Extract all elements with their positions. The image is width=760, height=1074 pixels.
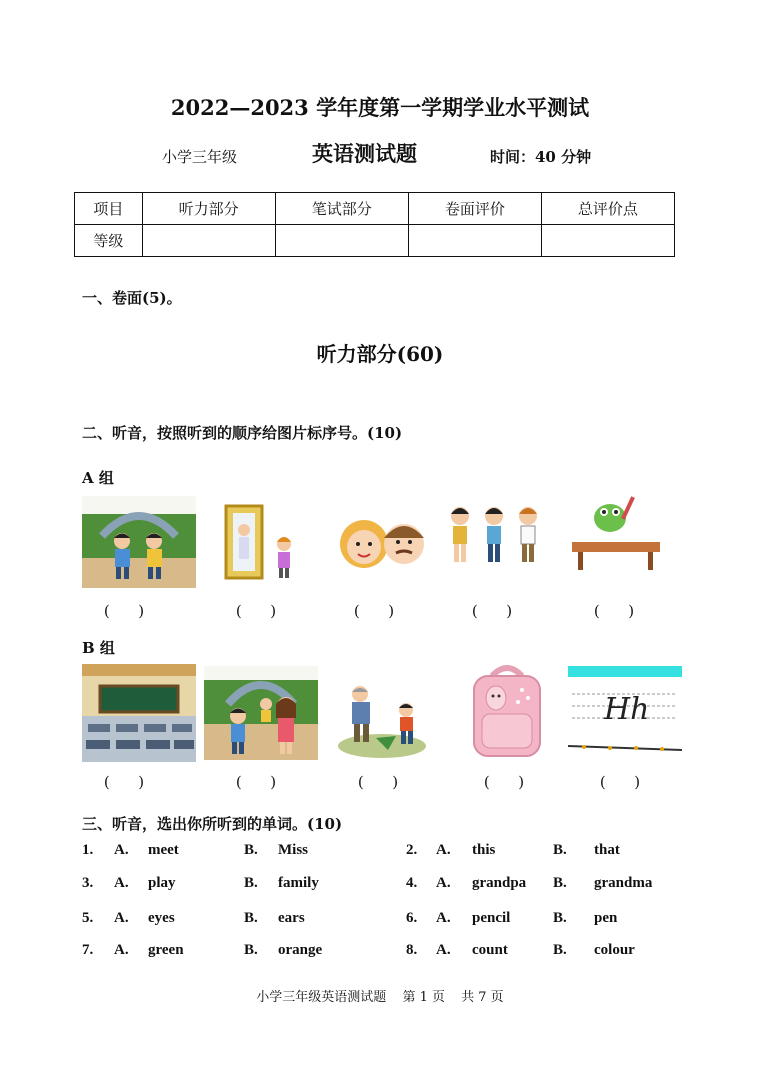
answer-blank-b2[interactable]: ( ) — [235, 773, 277, 791]
option-a-word[interactable]: grandpa — [472, 875, 527, 891]
option-b-word[interactable]: ears — [278, 910, 305, 926]
picture-three-kids — [442, 502, 546, 568]
answer-blank-b3[interactable]: ( ) — [357, 773, 399, 791]
group-a-label: A 组 — [82, 469, 114, 487]
option-a-marker: A. — [114, 942, 129, 958]
answer-blank-b4[interactable]: ( ) — [483, 773, 525, 791]
picture-grandpa-boy-walking — [336, 680, 428, 760]
question-number: 8. — [406, 942, 418, 958]
letter-hh-text: Hh — [604, 692, 650, 727]
score-row-label: 等级 — [75, 225, 143, 257]
answer-blank-b5[interactable]: ( ) — [599, 773, 641, 791]
picture-mother-father-faces — [336, 512, 432, 574]
score-header-total: 总评价点 — [541, 193, 674, 225]
option-b-word[interactable]: that — [594, 842, 620, 858]
option-a-marker: A. — [114, 910, 129, 926]
answer-blank-a1[interactable]: ( ) — [103, 602, 145, 620]
picture-pink-backpack — [462, 662, 552, 760]
option-a-marker: A. — [436, 875, 451, 891]
score-cell-writing[interactable] — [275, 225, 408, 257]
score-header-listening: 听力部分 — [142, 193, 275, 225]
paper-name: 英语测试题 — [312, 141, 417, 166]
option-b-marker: B. — [244, 910, 258, 926]
picture-crocodile-drawing — [570, 492, 662, 572]
option-b-word[interactable]: Miss — [278, 842, 308, 858]
score-table-grade-row — [75, 225, 675, 257]
footer-paper-name: 小学三年级英语测试题 — [256, 990, 387, 1005]
answer-blank-a5[interactable]: ( ) — [593, 602, 635, 620]
option-a-word[interactable]: eyes — [148, 910, 175, 926]
score-table-header-row — [75, 193, 675, 225]
option-b-word[interactable]: grandma — [594, 875, 653, 891]
option-a-marker: A. — [114, 875, 129, 891]
question-number: 2. — [406, 842, 418, 858]
section-1-label: 一、卷面(5)。 — [82, 289, 182, 307]
group-b-label: B 组 — [82, 639, 115, 657]
section-2-label: 二、听音，按照听到的顺序给图片标序号。(10) — [82, 424, 403, 442]
option-b-marker: B. — [553, 910, 567, 926]
option-b-word[interactable]: colour — [594, 942, 635, 958]
footer-page-total: 共 7 页 — [461, 990, 504, 1005]
score-cell-listening[interactable] — [142, 225, 275, 257]
option-a-marker: A. — [114, 842, 129, 858]
answer-blank-a3[interactable]: ( ) — [353, 602, 395, 620]
option-b-marker: B. — [244, 875, 258, 891]
answer-blank-b1[interactable]: ( ) — [103, 773, 145, 791]
picture-mirror-girl — [222, 504, 304, 582]
picture-classroom — [82, 664, 196, 762]
picture-letter-hh-card — [566, 666, 684, 758]
answer-blank-a4[interactable]: ( ) — [471, 602, 513, 620]
question-number: 3. — [82, 875, 94, 891]
option-a-word[interactable]: this — [472, 842, 496, 858]
option-b-marker: B. — [244, 842, 258, 858]
option-b-marker: B. — [553, 875, 567, 891]
score-cell-total[interactable] — [541, 225, 674, 257]
option-a-word[interactable]: green — [148, 942, 184, 958]
option-a-marker: A. — [436, 842, 451, 858]
cyan-bar — [568, 666, 682, 677]
option-a-word[interactable]: count — [472, 942, 508, 958]
option-b-word[interactable]: family — [278, 875, 319, 891]
question-number: 4. — [406, 875, 418, 891]
footer-page-number: 第 1 页 — [402, 990, 445, 1005]
question-number: 5. — [82, 910, 94, 926]
picture-school-gate-boys — [82, 496, 196, 588]
option-a-marker: A. — [436, 910, 451, 926]
question-number: 6. — [406, 910, 418, 926]
listening-heading: 听力部分(60) — [316, 342, 444, 366]
question-number: 7. — [82, 942, 94, 958]
score-header-writing: 笔试部分 — [275, 193, 408, 225]
page-footer — [0, 986, 760, 1005]
time-limit: 时间：40 分钟 — [490, 148, 592, 166]
score-header-neatness: 卷面评价 — [408, 193, 541, 225]
section-3-label: 三、听音，选出你所听到的单词。(10) — [82, 815, 343, 833]
option-a-word[interactable]: play — [148, 875, 176, 891]
picture-family-at-school — [204, 666, 318, 760]
question-number: 1. — [82, 842, 94, 858]
exam-title: 2022—2023 学年度第一学期学业水平测试 — [170, 95, 590, 120]
score-table — [74, 192, 675, 257]
option-b-marker: B. — [244, 942, 258, 958]
score-cell-neatness[interactable] — [408, 225, 541, 257]
option-b-marker: B. — [553, 942, 567, 958]
option-b-word[interactable]: orange — [278, 942, 323, 958]
answer-blank-a2[interactable]: ( ) — [235, 602, 277, 620]
option-a-marker: A. — [436, 942, 451, 958]
option-b-word[interactable]: pen — [594, 910, 618, 926]
score-header-item: 项目 — [75, 193, 143, 225]
option-a-word[interactable]: meet — [148, 842, 179, 858]
grade-label: 小学三年级 — [162, 148, 238, 166]
option-a-word[interactable]: pencil — [472, 910, 511, 926]
option-b-marker: B. — [553, 842, 567, 858]
